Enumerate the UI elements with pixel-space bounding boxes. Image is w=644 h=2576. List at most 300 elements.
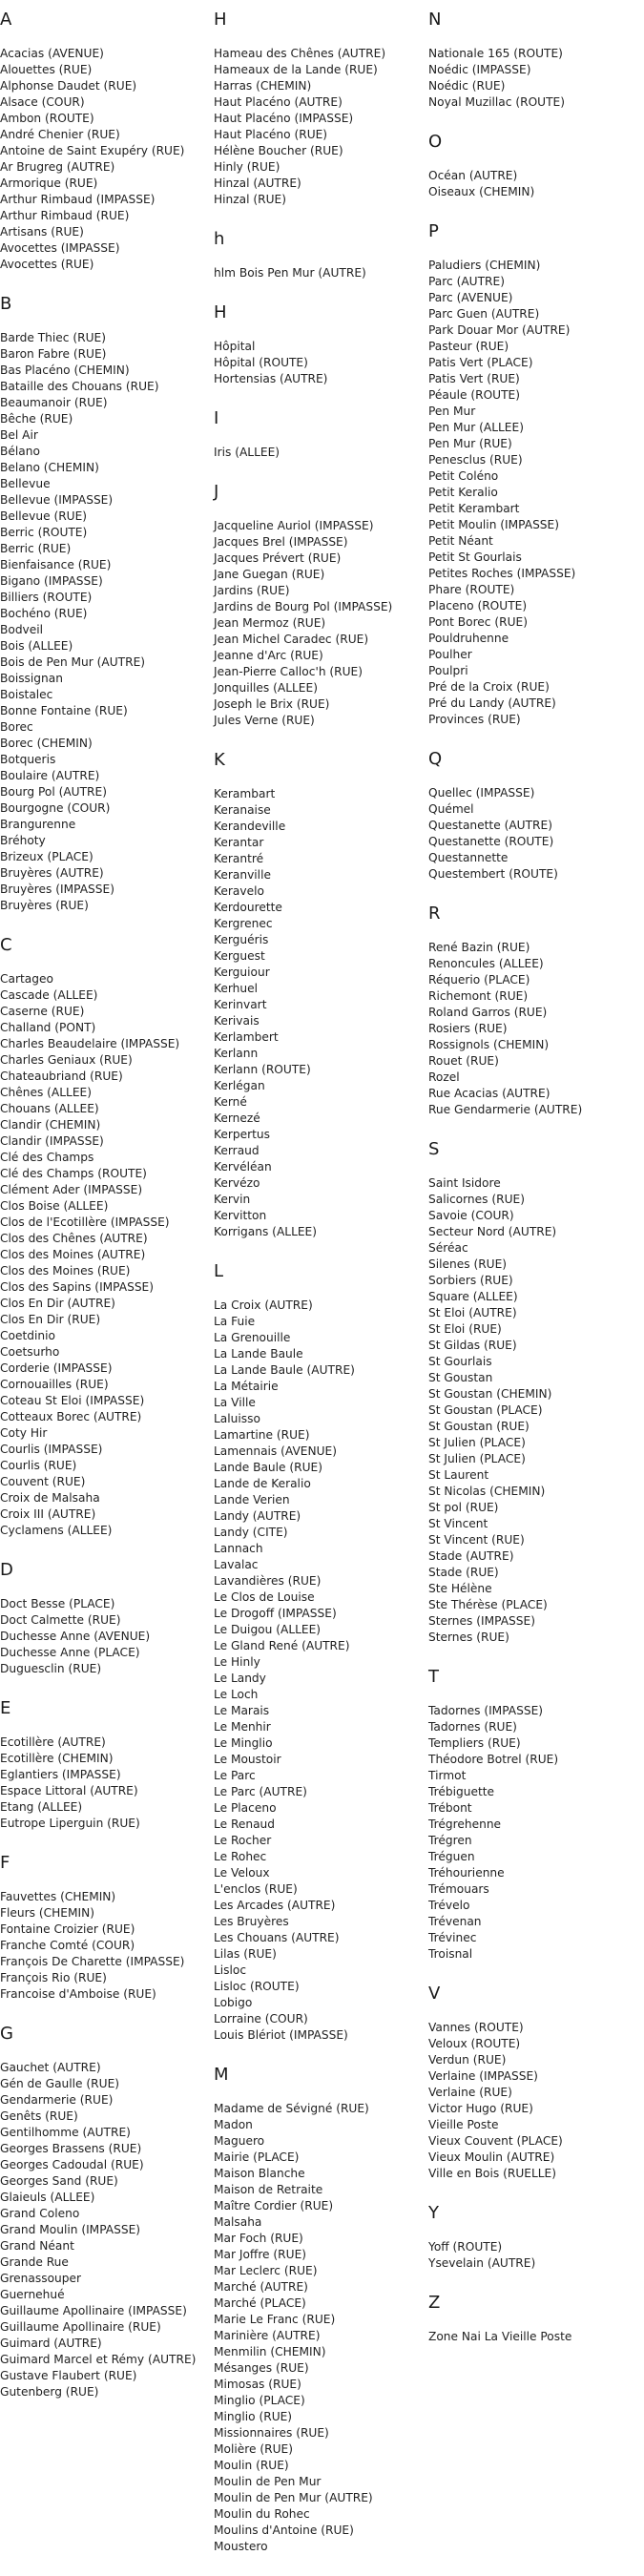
street-list — [428, 1175, 644, 1646]
street-name: Les Arcades (AUTRE) — [214, 1899, 336, 1912]
letter-section — [214, 482, 426, 729]
letter-section — [214, 2065, 426, 2555]
street-name: Kervéléan — [214, 1160, 272, 1174]
street-name: Jules Verne (RUE) — [214, 714, 315, 727]
street-name: Noédic (IMPASSE) — [428, 63, 531, 76]
street-index-column-2 — [214, 10, 426, 2576]
letter-section — [214, 750, 426, 1240]
street-name: Laluisso — [214, 1412, 260, 1425]
street-name: Alouettes (RUE) — [0, 63, 93, 76]
street-name: Grenassouper — [0, 2272, 82, 2285]
street-name: Le Menhir — [214, 1720, 271, 1734]
street-name: Alphonse Daudet (RUE) — [0, 79, 137, 93]
street-name: Alsace (COUR) — [0, 95, 85, 109]
street-name: Kerdourette — [214, 901, 282, 914]
street-name: Grand Moulin (IMPASSE) — [0, 2223, 141, 2236]
street-name: Bodveil — [0, 623, 44, 636]
street-name: Moulin de Pen Mur — [214, 2475, 322, 2488]
street-name: Bellevue — [0, 477, 51, 490]
street-name: Placeno (ROUTE) — [428, 599, 528, 613]
street-name: Jacqueline Auriol (IMPASSE) — [214, 519, 374, 532]
street-name: Gén de Gaulle (RUE) — [0, 2077, 120, 2090]
street-name: Lobigo — [214, 1996, 253, 2009]
street-name: Grand Coleno — [0, 2207, 80, 2220]
street-name: St Goustan (CHEMIN) — [428, 1387, 552, 1401]
street-list — [214, 2101, 426, 2555]
street-name: Moustero — [214, 2540, 268, 2553]
street-name: Patis Vert (RUE) — [428, 372, 520, 385]
street-name: Lannach — [214, 1542, 263, 1555]
street-name: Park Douar Mor (AUTRE) — [428, 323, 571, 337]
street-name: Le Moustoir — [214, 1753, 281, 1766]
section-letter-heading: V — [428, 1984, 441, 2004]
street-name: Brizeux (PLACE) — [0, 850, 93, 863]
street-name: Noédic (RUE) — [428, 79, 506, 93]
street-name: Bellevue (IMPASSE) — [0, 493, 114, 507]
street-list — [428, 168, 644, 200]
street-name: Bruyères (IMPASSE) — [0, 883, 114, 896]
street-name: Rouet (RUE) — [428, 1054, 499, 1068]
street-name: St Gildas (RUE) — [428, 1339, 517, 1352]
street-name: Saint Isidore — [428, 1176, 501, 1190]
street-name: Kerinvart — [214, 998, 267, 1011]
street-name: Duchesse Anne (PLACE) — [0, 1646, 140, 1659]
street-name: Clos En Dir (RUE) — [0, 1313, 101, 1326]
street-name: Parc Guen (AUTRE) — [428, 307, 540, 321]
street-name: Espace Littoral (AUTRE) — [0, 1784, 138, 1797]
street-name: Parc (AUTRE) — [428, 275, 505, 288]
street-list — [214, 445, 426, 461]
street-name: Clos des Chênes (AUTRE) — [0, 1232, 148, 1245]
street-name: Trébiguette — [428, 1785, 495, 1798]
street-name: Jacques Prévert (RUE) — [214, 551, 342, 565]
letter-section — [428, 2293, 644, 2345]
street-name: Boistalec — [0, 688, 53, 701]
street-name: Le Parc (AUTRE) — [214, 1785, 307, 1798]
letter-section — [0, 935, 212, 1539]
section-letter-heading: A — [0, 10, 12, 30]
street-name: Iris (ALLEE) — [214, 446, 280, 459]
street-name: Parc (AVENUE) — [428, 291, 513, 304]
letter-section — [428, 1139, 644, 1646]
section-letter-heading: I — [214, 408, 219, 428]
street-name: Petit Coléno — [428, 469, 499, 483]
street-name: St Laurent — [428, 1468, 489, 1482]
street-name: Square (ALLEE) — [428, 1290, 518, 1303]
street-name: Questanette (ROUTE) — [428, 835, 554, 848]
street-name: Maître Cordier (RUE) — [214, 2199, 334, 2212]
street-name: Bochéno (RUE) — [0, 607, 88, 620]
street-name: Renoncules (ALLEE) — [428, 957, 544, 970]
street-name: Keranville — [214, 868, 271, 882]
street-name: Mésanges (RUE) — [214, 2361, 309, 2375]
letter-section — [428, 1984, 644, 2182]
section-letter-heading: P — [428, 221, 439, 241]
street-name: Gendarmerie (RUE) — [0, 2093, 114, 2107]
street-name: Le Parc — [214, 1769, 256, 1782]
street-name: Lamennais (AVENUE) — [214, 1444, 337, 1458]
street-name: Lilas (RUE) — [214, 1947, 277, 1961]
street-name: Belano (CHEMIN) — [0, 461, 99, 474]
street-name: Jeanne d'Arc (RUE) — [214, 649, 323, 662]
street-name: Clos Boise (ALLEE) — [0, 1199, 109, 1213]
street-name: Zone Nai La Vieille Poste — [428, 2330, 572, 2343]
street-name: Stade (RUE) — [428, 1566, 499, 1579]
section-letter-heading: G — [0, 2024, 13, 2044]
street-name: Le Gland René (AUTRE) — [214, 1639, 350, 1652]
street-list — [0, 330, 212, 914]
street-name: Ecotillère (CHEMIN) — [0, 1752, 114, 1765]
street-name: Pré du Landy (AUTRE) — [428, 696, 556, 710]
street-name: Marie Le Franc (RUE) — [214, 2313, 336, 2326]
street-name: Kervin — [214, 1193, 251, 1206]
street-name: Bréhoty — [0, 834, 46, 847]
street-name: Clos des Sapins (IMPASSE) — [0, 1280, 155, 1294]
street-index-column-3 — [428, 10, 644, 2366]
street-list — [214, 1298, 426, 2044]
street-name: Georges Sand (RUE) — [0, 2174, 118, 2188]
letter-section — [428, 2203, 644, 2272]
street-name: Kerambart — [214, 787, 276, 800]
street-name: La Fuie — [214, 1315, 256, 1328]
section-letter-heading: O — [428, 132, 443, 152]
street-name: Marinière (AUTRE) — [214, 2329, 321, 2342]
street-name: Grande Rue — [0, 2255, 69, 2269]
street-name: Madame de Sévigné (RUE) — [214, 2102, 369, 2115]
street-name: St Goustan (RUE) — [428, 1420, 530, 1433]
street-name: Croix III (AUTRE) — [0, 1507, 96, 1521]
street-name: St Julien (PLACE) — [428, 1452, 526, 1465]
street-name: Petit Keralio — [428, 486, 498, 499]
street-name: Eglantiers (IMPASSE) — [0, 1768, 121, 1781]
street-name: Billiers (ROUTE) — [0, 591, 93, 604]
street-name: Clé des Champs (ROUTE) — [0, 1167, 147, 1180]
street-name: Chouans (ALLEE) — [0, 1102, 99, 1115]
street-name: Jardins (RUE) — [214, 584, 290, 597]
street-name: Kervitton — [214, 1209, 267, 1222]
street-name: Maison Blanche — [214, 2167, 305, 2180]
street-name: Roland Garros (RUE) — [428, 1006, 548, 1019]
street-name: Avocettes (RUE) — [0, 258, 94, 271]
section-letter-heading: S — [428, 1139, 440, 1159]
street-name: Bêche (RUE) — [0, 412, 73, 426]
street-name: Verdun (RUE) — [428, 2053, 507, 2067]
street-name: Savoie (COUR) — [428, 1209, 514, 1222]
street-name: Ville en Bois (RUELLE) — [428, 2167, 557, 2180]
street-name: Le Rohec — [214, 1850, 267, 1863]
street-name: St Goustan — [428, 1371, 493, 1384]
street-name: Lorraine (COUR) — [214, 2012, 308, 2025]
street-name: Grand Néant — [0, 2239, 74, 2253]
street-name: Guillaume Apollinaire (IMPASSE) — [0, 2304, 187, 2317]
street-name: Questembert (ROUTE) — [428, 867, 558, 881]
street-name: Ysevelain (AUTRE) — [428, 2256, 536, 2270]
street-name: Lande Verien — [214, 1493, 290, 1506]
street-name: Quellec (IMPASSE) — [428, 786, 535, 800]
street-name: Molière (RUE) — [214, 2442, 293, 2456]
street-name: Minglio (PLACE) — [214, 2394, 305, 2407]
street-name: Croix de Malsaha — [0, 1491, 100, 1505]
street-name: Oiseaux (CHEMIN) — [428, 185, 535, 198]
street-name: Hôpital — [214, 340, 256, 353]
street-name: Templiers (RUE) — [428, 1736, 521, 1750]
letter-section — [214, 1261, 426, 2044]
street-name: Mar Leclerc (RUE) — [214, 2264, 318, 2277]
street-name: Marché (AUTRE) — [214, 2280, 308, 2294]
street-name: Duguesclin (RUE) — [0, 1662, 102, 1675]
street-name: Jardins de Bourg Pol (IMPASSE) — [214, 600, 393, 613]
street-name: Coetsurho — [0, 1345, 60, 1359]
letter-section — [0, 1698, 212, 1832]
street-list — [428, 2020, 644, 2182]
letter-section — [428, 10, 644, 111]
street-name: Caserne (RUE) — [0, 1005, 85, 1018]
street-name: Genêts (RUE) — [0, 2109, 78, 2123]
street-name: Coteau St Eloi (IMPASSE) — [0, 1394, 145, 1407]
street-name: St Julien (PLACE) — [428, 1436, 526, 1449]
street-name: Bataille des Chouans (RUE) — [0, 380, 159, 393]
street-list — [214, 46, 426, 208]
street-name: Maison de Retraite — [214, 2183, 323, 2196]
section-letter-heading: R — [428, 904, 441, 924]
letter-section — [214, 302, 426, 387]
street-name: Kerandeville — [214, 820, 286, 833]
street-name: Questannette — [428, 851, 509, 864]
street-name: St Eloi (RUE) — [428, 1322, 502, 1336]
letter-section — [428, 749, 644, 883]
street-name: Clos En Dir (AUTRE) — [0, 1297, 115, 1310]
street-name: Kervézo — [214, 1176, 260, 1190]
street-name: Troisnal — [428, 1947, 473, 1961]
street-name: Georges Brassens (RUE) — [0, 2142, 142, 2155]
street-name: Kerlann (ROUTE) — [214, 1063, 311, 1076]
street-list — [428, 2239, 644, 2272]
street-name: Le Landy — [214, 1672, 266, 1685]
street-name: François De Charette (IMPASSE) — [0, 1955, 185, 1968]
street-name: Glaieuls (ALLEE) — [0, 2191, 95, 2204]
street-name: Mar Foch (RUE) — [214, 2232, 303, 2245]
street-name: Cyclamens (ALLEE) — [0, 1524, 113, 1537]
street-name: Penesclus (RUE) — [428, 453, 523, 467]
street-name: Kerraud — [214, 1144, 260, 1157]
street-name: Petit Néant — [428, 534, 493, 548]
section-letter-heading: N — [428, 10, 442, 30]
letter-section — [0, 1853, 212, 2003]
street-name: Antoine de Saint Exupéry (RUE) — [0, 144, 185, 157]
street-name: Sternes (RUE) — [428, 1631, 509, 1644]
street-name: La Métairie — [214, 1380, 279, 1393]
street-name: Berric (RUE) — [0, 542, 72, 555]
street-name: Trévinec — [428, 1931, 477, 1944]
street-name: Provinces (RUE) — [428, 713, 521, 726]
street-name: Cartageo — [0, 972, 53, 986]
street-name: Kerlambert — [214, 1030, 279, 1044]
street-name: Kergrenec — [214, 917, 273, 930]
street-name: Rozel — [428, 1070, 460, 1084]
street-name: Ecotillère (AUTRE) — [0, 1735, 106, 1749]
street-name: Landy (AUTRE) — [214, 1509, 301, 1523]
street-name: Guernehué — [0, 2288, 65, 2301]
street-name: Le Minglio — [214, 1736, 273, 1750]
street-name: Trévelo — [428, 1899, 470, 1912]
street-name: Bigano (IMPASSE) — [0, 574, 103, 588]
street-name: Lisloc (ROUTE) — [214, 1980, 300, 1993]
street-name: Doct Calmette (RUE) — [0, 1613, 121, 1627]
section-letter-heading: M — [214, 2065, 229, 2085]
street-name: St Eloi (AUTRE) — [428, 1306, 517, 1319]
street-name: Ste Hélène — [428, 1582, 492, 1595]
street-name: Pré de la Croix (RUE) — [428, 680, 550, 694]
street-name: Veloux (ROUTE) — [428, 2037, 521, 2050]
street-name: St Vincent (RUE) — [428, 1533, 525, 1547]
street-name: St Gourlais — [428, 1355, 492, 1368]
section-letter-heading: h — [214, 229, 225, 249]
street-name: Secteur Nord (AUTRE) — [428, 1225, 557, 1238]
street-name: Lisloc — [214, 1963, 247, 1977]
street-list — [0, 1596, 212, 1677]
section-letter-heading: L — [214, 1261, 224, 1281]
street-name: Tadornes (RUE) — [428, 1720, 517, 1734]
street-name: Trévenan — [428, 1915, 482, 1928]
street-name: Mairie (PLACE) — [214, 2150, 300, 2164]
street-name: Patis Vert (PLACE) — [428, 356, 533, 369]
street-name: Francoise d'Amboise (RUE) — [0, 1987, 156, 2001]
street-name: Les Chouans (AUTRE) — [214, 1931, 340, 1944]
street-name: Acacias (AVENUE) — [0, 47, 104, 60]
street-name: Brangurenne — [0, 818, 76, 831]
street-name: Botqueris — [0, 753, 56, 766]
street-name: Kerivais — [214, 1014, 260, 1028]
street-name: Les Bruyères — [214, 1915, 289, 1928]
street-name: Coty Hir — [0, 1426, 48, 1440]
letter-section — [214, 10, 426, 208]
street-list — [428, 46, 644, 111]
street-name: Etang (ALLEE) — [0, 1800, 83, 1814]
street-name: Phare (ROUTE) — [428, 583, 515, 596]
street-name: Couvent (RUE) — [0, 1475, 86, 1488]
street-name: Jonquilles (ALLEE) — [214, 681, 318, 695]
letter-section — [428, 221, 644, 728]
street-name: Kerné — [214, 1095, 247, 1109]
street-name: Artisans (RUE) — [0, 225, 84, 239]
street-name: Kerguest — [214, 949, 265, 963]
street-name: Péaule (ROUTE) — [428, 388, 520, 402]
street-list — [428, 1703, 644, 1963]
street-list — [428, 940, 644, 1118]
street-name: Victor Hugo (RUE) — [428, 2102, 533, 2115]
street-name: Louis Blériot (IMPASSE) — [214, 2028, 348, 2042]
street-name: Cascade (ALLEE) — [0, 988, 98, 1002]
street-name: Borec (CHEMIN) — [0, 737, 93, 750]
street-name: La Lande Baule — [214, 1347, 303, 1361]
street-name: Kerantré — [214, 852, 264, 865]
street-name: Lande de Keralio — [214, 1477, 311, 1490]
street-name: Kerhuel — [214, 982, 259, 995]
street-name: Yoff (ROUTE) — [428, 2240, 503, 2254]
street-name: Fauvettes (CHEMIN) — [0, 1890, 116, 1903]
letter-section — [214, 408, 426, 461]
street-list — [428, 258, 644, 728]
street-name: Harras (CHEMIN) — [214, 79, 312, 93]
street-name: Mar Joffre (RUE) — [214, 2248, 307, 2261]
street-name: Moulin du Rohec — [214, 2507, 310, 2521]
street-name: Trémouars — [428, 1882, 489, 1896]
street-name: Le Loch — [214, 1688, 259, 1701]
street-list — [0, 1735, 212, 1832]
street-name: Clandir (CHEMIN) — [0, 1118, 101, 1132]
street-name: Duchesse Anne (AVENUE) — [0, 1630, 151, 1643]
street-name: Bruyères (RUE) — [0, 899, 89, 912]
street-list — [428, 785, 644, 883]
street-name: Questanette (AUTRE) — [428, 819, 552, 832]
street-name: Courlis (IMPASSE) — [0, 1443, 103, 1456]
street-name: Petites Roches (IMPASSE) — [428, 567, 576, 580]
street-name: Jacques Brel (IMPASSE) — [214, 535, 348, 549]
street-name: Kernezé — [214, 1111, 260, 1125]
street-name: La Ville — [214, 1396, 256, 1409]
street-list — [428, 2329, 644, 2345]
street-name: Franche Comté (COUR) — [0, 1939, 135, 1952]
street-name: Georges Cadoudal (RUE) — [0, 2158, 144, 2171]
street-name: Silenes (RUE) — [428, 1257, 508, 1271]
street-name: Lavandières (RUE) — [214, 1574, 322, 1588]
street-name: Ambon (ROUTE) — [0, 112, 94, 125]
street-name: Théodore Botrel (RUE) — [428, 1753, 559, 1766]
street-name: Malsaha — [214, 2215, 262, 2229]
street-name: Jean-Pierre Calloc'h (RUE) — [214, 665, 364, 678]
street-name: Hameau des Chênes (AUTRE) — [214, 47, 386, 60]
street-name: Tirmot — [428, 1769, 467, 1782]
street-name: La Croix (AUTRE) — [214, 1298, 313, 1312]
street-name: St Goustan (PLACE) — [428, 1403, 543, 1417]
street-list — [0, 2060, 212, 2400]
street-name: Missionnaires (RUE) — [214, 2426, 329, 2440]
street-name: Coetdinio — [0, 1329, 55, 1342]
street-name: Charles Geniaux (RUE) — [0, 1053, 133, 1067]
street-name: Petit Kerambart — [428, 502, 520, 515]
street-name: Kerlégan — [214, 1079, 265, 1092]
street-name: Guillaume Apollinaire (RUE) — [0, 2320, 161, 2334]
street-name: Challand (PONT) — [0, 1021, 96, 1034]
street-name: Madon — [214, 2118, 253, 2131]
street-name: Le Hinly — [214, 1655, 260, 1669]
street-name: Verlaine (IMPASSE) — [428, 2069, 538, 2083]
street-name: Lamartine (RUE) — [214, 1428, 310, 1442]
section-letter-heading: K — [214, 750, 225, 770]
section-letter-heading: Z — [428, 2293, 441, 2313]
street-name: Kerpertus — [214, 1128, 270, 1141]
street-name: Bourgogne (COUR) — [0, 801, 111, 815]
street-list — [214, 518, 426, 729]
street-name: Haut Placéno (IMPASSE) — [214, 112, 354, 125]
street-name: Bas Placéno (CHEMIN) — [0, 364, 130, 377]
section-letter-heading: B — [0, 294, 12, 314]
street-name: Haut Placéno (AUTRE) — [214, 95, 343, 109]
street-name: Hinly (RUE) — [214, 160, 280, 174]
street-name: L'enclos (RUE) — [214, 1882, 298, 1896]
street-name: Keravelo — [214, 884, 264, 898]
street-name: Baron Fabre (RUE) — [0, 347, 107, 361]
street-name: Clos des Moines (AUTRE) — [0, 1248, 146, 1261]
street-name: Trégrehenne — [428, 1818, 502, 1831]
street-name: Le Marais — [214, 1704, 270, 1717]
street-name: Vieux Moulin (AUTRE) — [428, 2150, 555, 2164]
street-list — [0, 971, 212, 1539]
street-name: Bienfaisance (RUE) — [0, 558, 112, 571]
street-name: Clément Ader (IMPASSE) — [0, 1183, 143, 1196]
street-name: Eutrope Liperguin (RUE) — [0, 1817, 140, 1830]
street-name: Hinzal (AUTRE) — [214, 177, 301, 190]
